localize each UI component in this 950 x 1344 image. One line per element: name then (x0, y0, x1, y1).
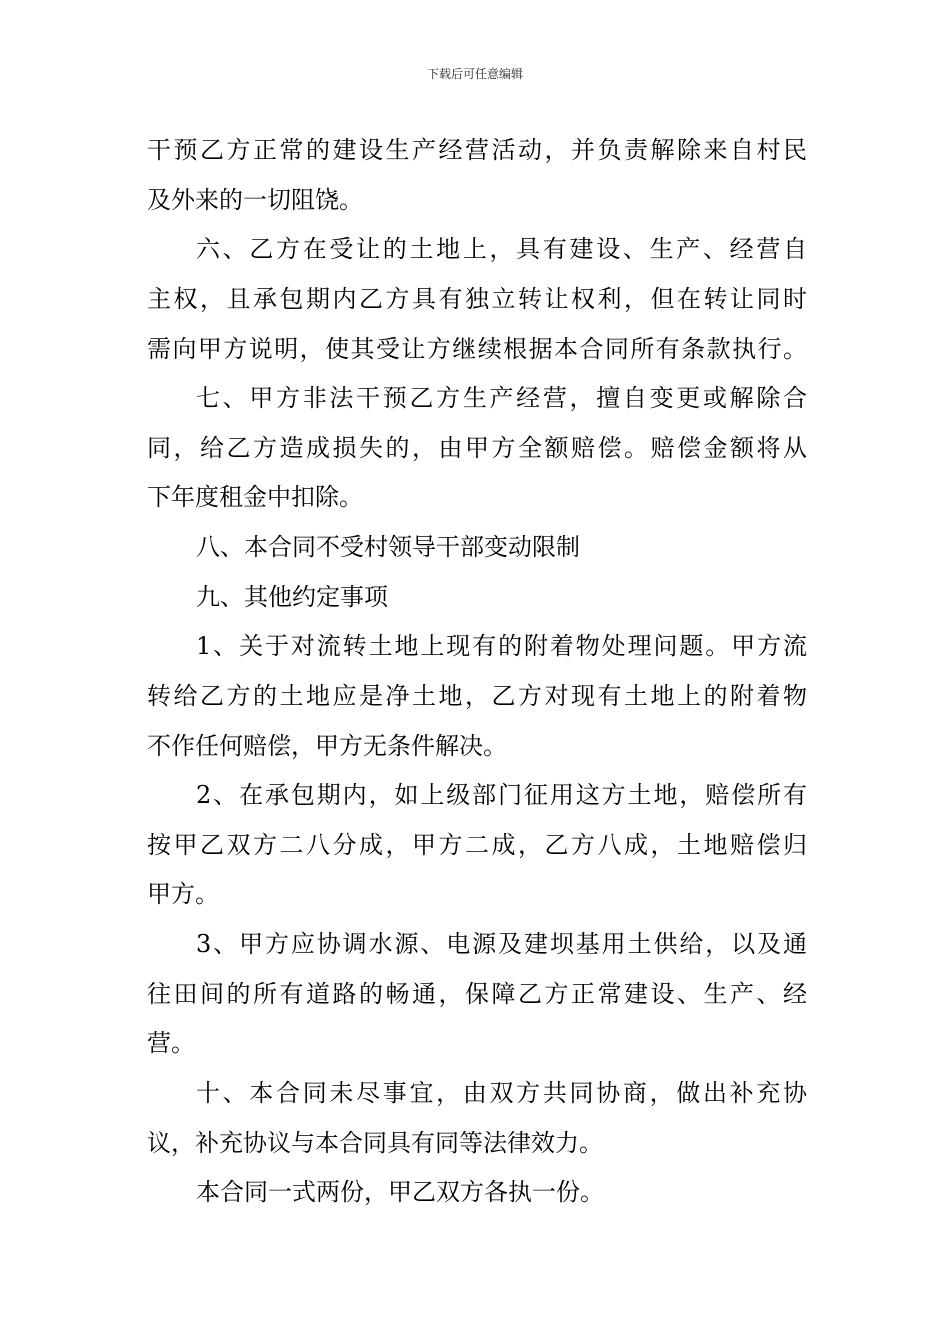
text-line: 需向甲方说明，使其受让方继续根据本合同所有条款执行。 (147, 335, 807, 363)
text-line: 营。 (147, 1029, 195, 1057)
text-line: 干预乙方正常的建设生产经营活动，并负责解除来自村民 (147, 136, 807, 164)
text-line: 2、在承包期内，如上级部门征用这方土地，赔偿所有 (196, 781, 807, 809)
text-line: 八、本合同不受村领导干部变动限制 (196, 533, 580, 561)
text-line: 下年度租金中扣除。 (147, 483, 363, 511)
text-line: 3、甲方应协调水源、电源及建坝基用土供给，以及通 (196, 930, 807, 958)
text-line: 甲方。 (147, 880, 219, 908)
text-line: 主权，且承包期内乙方具有独立转让权利，但在转让同时 (147, 285, 807, 313)
text-line: 九、其他约定事项 (196, 583, 388, 611)
text-line: 转给乙方的土地应是净土地，乙方对现有土地上的附着物 (147, 682, 807, 710)
text-line: 十、本合同未尽事宜，由双方共同协商，做出补充协 (196, 1079, 807, 1107)
text-line: 及外来的一切阻饶。 (147, 186, 363, 214)
text-line: 七、甲方非法干预乙方生产经营，擅自变更或解除合 (196, 384, 807, 412)
text-line: 往田间的所有道路的畅通，保障乙方正常建设、生产、经 (147, 980, 807, 1008)
text-line: 1、关于对流转土地上现有的附着物处理问题。甲方流 (196, 632, 807, 660)
text-line: 同，给乙方造成损失的，由甲方全额赔偿。赔偿金额将从 (147, 434, 807, 462)
page-header: 下载后可任意编辑 (426, 67, 523, 81)
text-line: 议，补充协议与本合同具有同等法律效力。 (147, 1129, 603, 1157)
text-line: 不作任何赔偿，甲方无条件解决。 (147, 732, 507, 760)
text-line: 本合同一式两份，甲乙双方各执一份。 (196, 1178, 604, 1206)
text-line: 按甲乙双方二八分成，甲方二成，乙方八成，土地赔偿归 (147, 831, 807, 859)
text-line: 六、乙方在受让的土地上，具有建设、生产、经营自 (196, 235, 807, 263)
